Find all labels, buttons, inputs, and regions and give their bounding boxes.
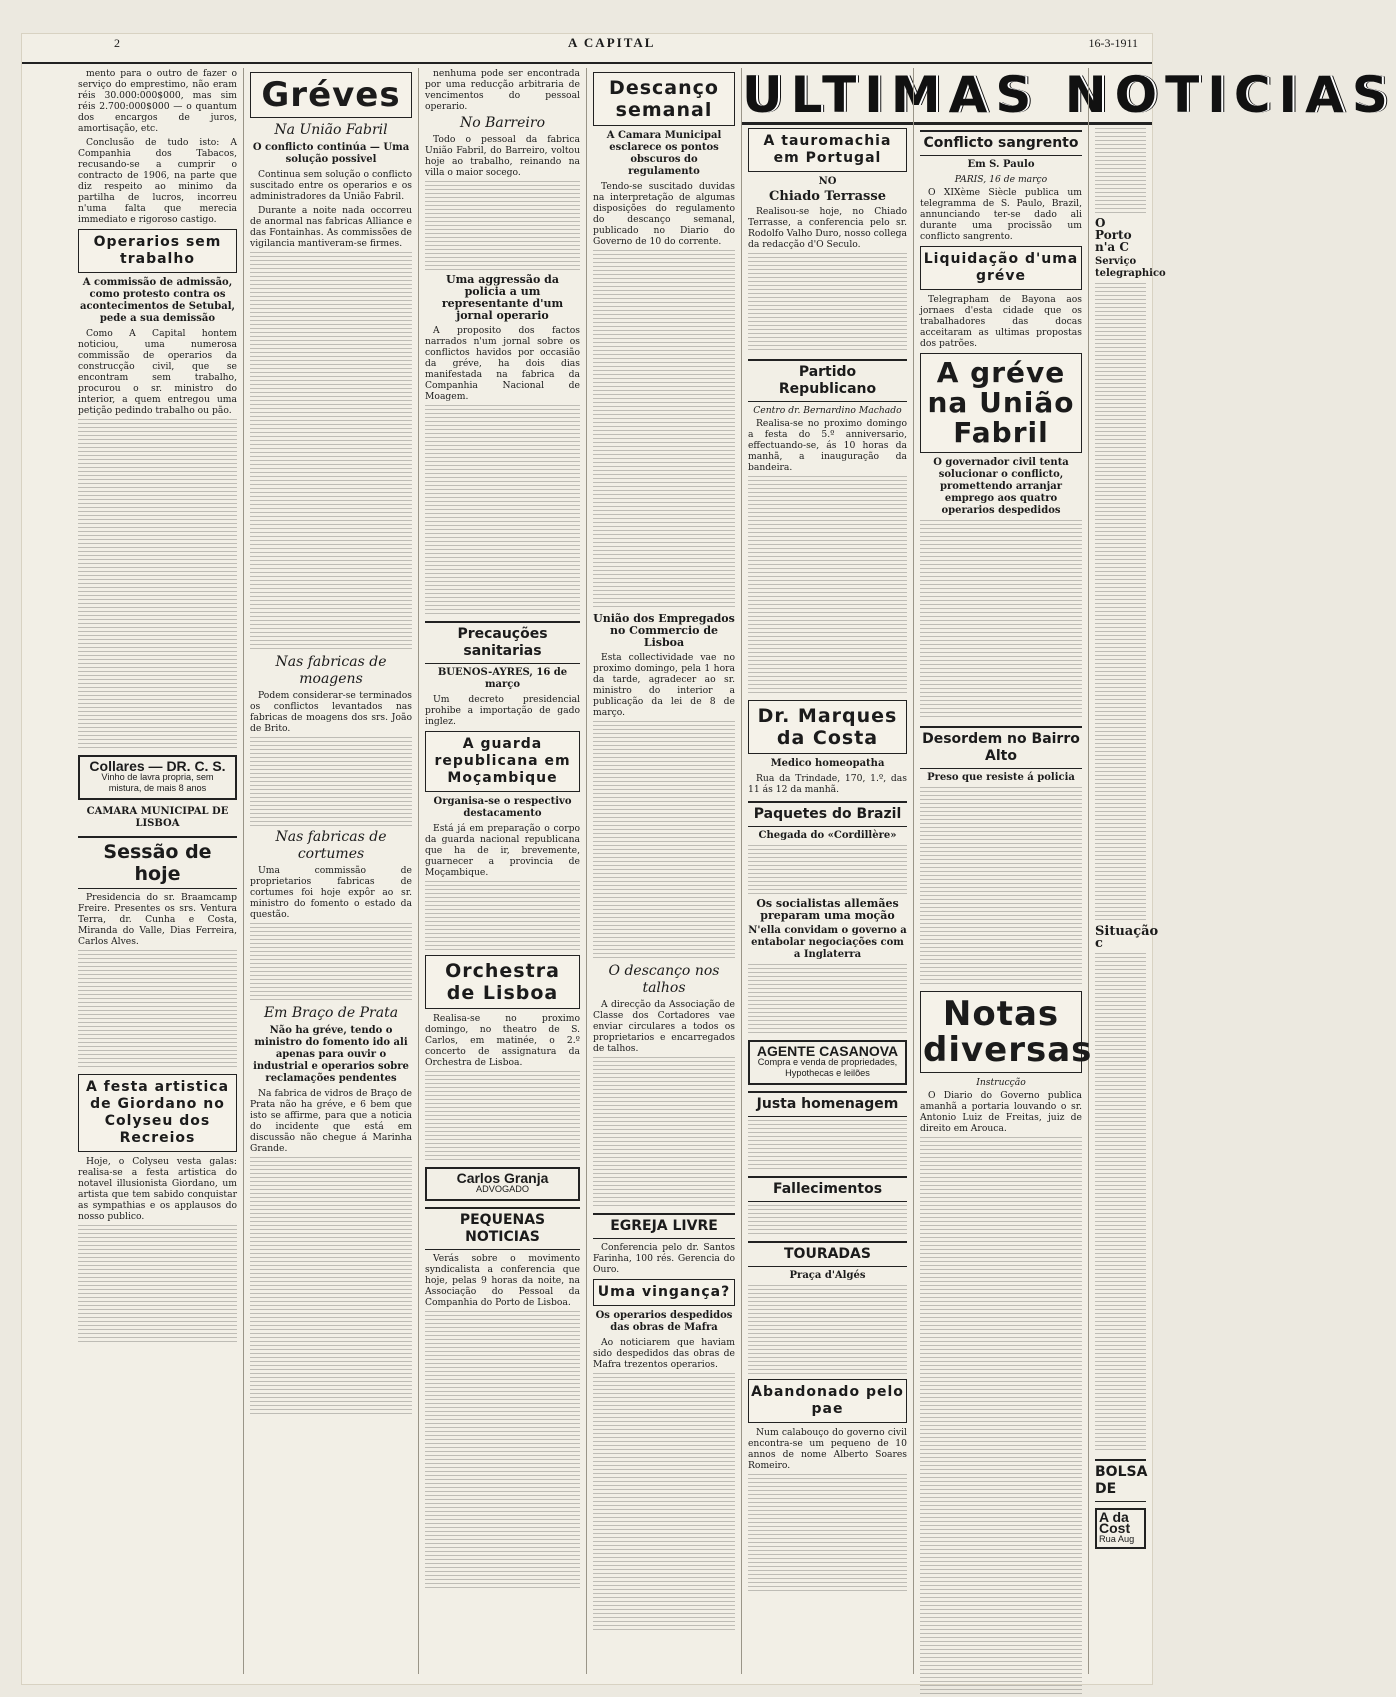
subheadline: Não ha gréve, tendo o ministro do fomento ido ali apenas para ouvir o industrial e operarios sobre reclamações pendentes	[253, 1025, 409, 1084]
text-block	[593, 250, 735, 610]
article-text: Ao noticiarem que haviam sido despedidos das obras de Mafra trezentos operarios.	[593, 1337, 735, 1370]
text-block	[748, 964, 907, 1034]
text-block	[748, 253, 907, 353]
headline-guarda: A guarda republicana em Moçambique	[425, 731, 580, 792]
headline-descanso: Descanço semanal	[593, 72, 735, 126]
text-block	[593, 1057, 735, 1207]
text-block	[748, 1474, 907, 1594]
subheadline: Organisa-se o respectivo destacamento	[433, 796, 572, 819]
column-4	[587, 68, 742, 1674]
headline-egreja: EGREJA LIVRE	[593, 1213, 735, 1239]
article-text: nenhuma pode ser encontrada por uma reducção arbitraria de vencimentos do pessoal operario.	[425, 68, 580, 112]
text-block	[593, 1373, 735, 1633]
text-block	[748, 1205, 907, 1235]
article-text: Continua sem solução o conflicto suscitado entre os operarios e os administradores da União Fabril.	[250, 169, 412, 202]
section-heading: Nas fabricas de moagens	[275, 654, 387, 687]
column-7	[1089, 68, 1166, 1674]
article-text: A direcção da Associação de Classe dos Cortadores vae enviar circulares a todos os proprietarios e encarregados de talhos.	[593, 999, 735, 1054]
subheadline: N'ella convidam o governo a entabolar negociações com a Inglaterra	[748, 925, 907, 960]
article-text: Telegrapham de Bayona aos jornaes d'esta cidade que os trabalhadores das docas acceitaram as ultimas propostas dos patrões.	[920, 294, 1082, 349]
subheadline: Os operarios despedidos das obras de Mafra	[595, 1310, 733, 1333]
article-text: Durante a noite nada occorreu de anormal nas fabricas Alliance e das Fontainhas. As commissões de vigilancia mantiveram-se firmes.	[250, 205, 412, 249]
text-block	[250, 737, 412, 827]
ad-title: A da Cost	[1099, 1509, 1131, 1536]
granja-ad	[425, 1167, 580, 1201]
subheadline: A Camara Municipal esclarece os pontos obscuros do regulamento	[606, 130, 722, 177]
headline-aggressao: Uma aggressão da policia a um representante d'um jornal operario	[441, 273, 564, 322]
ad-text: Compra e venda de propriedades, Hypothecas e leilões	[757, 1057, 898, 1078]
text-block	[1095, 283, 1146, 923]
article-text: O Diario do Governo publica amanhã a portaria louvando o sr. Antonio Luiz de Freitas, juiz de direito em Arouca.	[920, 1090, 1082, 1134]
headline-situacao: Situação c	[1095, 924, 1159, 951]
headline-marques: Dr. Marques da Costa	[748, 700, 907, 754]
headline-desordem: Desordem no Bairro Alto	[920, 726, 1082, 769]
subheadline: Chegada do «Cordillère»	[758, 830, 897, 841]
headline-partido: Partido Republicano	[748, 359, 907, 402]
text-block	[748, 845, 907, 895]
article-text: Podem considerar-se terminados os conflictos levantados nas fabricas de moagens dos srs. João de Brito.	[250, 690, 412, 734]
subheadline: Centro dr. Bernardino Machado	[753, 405, 902, 416]
headline-precaucoes: Precauções sanitarias	[425, 621, 580, 664]
headline-abandonado: Abandonado pelo pae	[748, 1379, 907, 1423]
headline-liquidacao: Liquidação d'uma gréve	[920, 246, 1082, 290]
headline-justa: Justa homenagem	[748, 1091, 907, 1117]
article-text: Esta collectividade vae no proximo domingo, pela 1 hora da tarde, agradecer ao sr. ministro do interior a publicação da lei de 8 de março.	[593, 652, 735, 718]
article-text: Está já em preparação o corpo da guarda nacional republicana que ha de ir, brevemente, guarnecer a provincia de Moçambique.	[425, 823, 580, 878]
text-block	[920, 787, 1082, 987]
section-label: CAMARA MUNICIPAL DE LISBOA	[86, 806, 229, 829]
headline-greves: Gréves	[250, 72, 412, 118]
collares-ad	[78, 755, 237, 800]
text-block	[748, 1120, 907, 1170]
article-text: Tendo-se suscitado duvidas na interpretação de algumas disposições do regulamento do descanço semanal, publicado no Diario do Governo de 10 do corrente.	[593, 181, 735, 247]
article-text: Presidencia do sr. Braamcamp Freire. Presentes os srs. Ventura Terra, dr. Cunha e Costa, Miranda do Valle, Dias Ferreira, Carlos Alves.	[78, 892, 237, 947]
subheadline: A commissão de admissão, como protesto contra os acontecimentos de Setubal, pede a sua demissão	[79, 277, 236, 324]
article-text: Como A Capital hontem noticiou, uma numerosa commissão de operarios da construcção civil, que se encontram sem trabalho, procurou o sr. ministro do interior, a quem entregou uma petição pedindo trabalho ou pão.	[78, 328, 237, 416]
subheadline: Praça d'Algés	[789, 1270, 866, 1281]
article-text: Rua da Trindade, 170, 1.º, das 11 ás 12 da manhã.	[748, 773, 907, 795]
article-text: Realisa-se no proximo domingo a festa do 5.º anniversario, effectuando-se, ás 10 horas da manhã, a inauguração da bandeira.	[748, 418, 907, 473]
text-block	[250, 923, 412, 1003]
ad-text: ADVOGADO	[475, 1184, 530, 1194]
paper-name: A CAPITAL	[568, 35, 656, 50]
text-block	[425, 405, 580, 615]
casanova-ad	[748, 1040, 907, 1085]
headline-uniao: A gréve na União Fabril	[920, 353, 1082, 453]
headline-porto: O Porto n'a C	[1095, 216, 1132, 254]
headline-chiado: Chiado Terrasse	[769, 189, 886, 204]
headline-socialistas: Os socialistas allemães preparam uma moção	[756, 897, 899, 922]
newspaper-page	[22, 34, 1396, 1684]
text-block	[920, 520, 1082, 720]
section-heading: Em Braço de Prata	[263, 1005, 399, 1021]
column-5	[742, 68, 914, 1674]
section-heading: No Barreiro	[459, 115, 546, 131]
section-heading: Instrucção	[976, 1077, 1026, 1088]
article-text: Uma commissão de proprietarios fabricas de cortumes foi hoje expôr ao sr. ministro do fomento o estado da questão.	[250, 865, 412, 920]
section-heading: O descanço nos talhos	[608, 963, 720, 996]
headline-festa: A festa artistica de Giordano no Colyseu dos Recreios	[78, 1074, 237, 1152]
ad-text: Vinho de lavra propria, sem mistura, de mais 8 anos	[101, 772, 214, 793]
article-text: Verás sobre o movimento syndicalista a conferencia que hoje, pelas 9 horas da noite, na Associação do Pessoal da Companhia do Porto de Lisboa.	[425, 1253, 580, 1308]
article-text: Um decreto presidencial prohibe a importação de gado inglez.	[425, 694, 580, 727]
text-block	[425, 181, 580, 271]
article-text: Realisa-se no proximo domingo, no theatro de S. Carlos, em matinée, o 2.º concerto de assignatura da Orchestra de Lisboa.	[425, 1013, 580, 1068]
masthead	[22, 34, 1152, 64]
article-text: Hoje, o Colyseu vesta galas: realisa-se a festa artistica do notavel illusionista Giordano, um artista que tem sabido conquistar as sympathias e os applausos do nosso publico.	[78, 1156, 237, 1222]
subheadline: Preso que resiste á policia	[927, 772, 1075, 783]
text-block	[250, 1157, 412, 1417]
column-3	[419, 68, 587, 1674]
headline-pequenas: PEQUENAS NOTICIAS	[425, 1207, 580, 1250]
text-block	[78, 419, 237, 749]
section-heading: Nas fabricas de cortumes	[275, 829, 387, 862]
issue-date: 16-3-1911	[1088, 36, 1138, 50]
headline-orchestra: Orchestra de Lisboa	[425, 955, 580, 1009]
text-block	[78, 950, 237, 1070]
subheadline: Em S. Paulo	[967, 159, 1035, 170]
ad-text: Rua Aug	[1099, 1534, 1135, 1544]
text-block	[1095, 953, 1146, 1453]
subheadline: Medico homeopatha	[770, 758, 885, 769]
text-block	[250, 252, 412, 652]
text-block	[78, 1225, 237, 1345]
article-text: O XIXème Siècle publica um telegramma de S. Paulo, Brazil, annunciando ter-se dado ali durante uma procissão um conflicto sangrento.	[920, 187, 1082, 242]
article-text: A proposito dos factos narrados n'um jornal sobre os conflictos havidos por occasião da gréve, ha dois dias manifestada na fabrica da Companhia Nacional de Moagem.	[425, 325, 580, 402]
headline-touradas: TOURADAS	[748, 1241, 907, 1267]
headline-empregados: União dos Empregados no Commercio de Lisboa	[593, 612, 735, 649]
ad-title: Carlos Granja	[456, 1170, 549, 1186]
article-text: mento para o outro de fazer o serviço do emprestimo, não eram réis 30.000:000$000, mas sim réis 2.700:000$000 — o quantum dos encargos de juros, amortisação, etc.	[78, 68, 237, 134]
headline-operarios: Operarios sem trabalho	[78, 229, 237, 273]
column-6	[914, 68, 1093, 1674]
banner-ultimas-noticias: ULTIMAS NOTICIAS	[742, 66, 1396, 124]
page-number: 2	[114, 36, 120, 50]
ad-title: Collares — DR. C. S.	[89, 758, 226, 774]
dateline: PARIS, 16 de março	[954, 174, 1048, 185]
text-block	[425, 881, 580, 951]
article-text: Todo o pessoal da fabrica União Fabril, do Barreiro, voltou hoje ao trabalho, reinando na villa o maior socego.	[425, 134, 580, 178]
column-2	[244, 68, 419, 1674]
ad-title: AGENTE CASANOVA	[756, 1043, 899, 1059]
article-text: Num calabouço do governo civil encontra-se um pequeno de 10 annos de nome Alberto Soares Romeiro.	[748, 1427, 907, 1471]
text-block	[425, 1311, 580, 1591]
text-block	[920, 1137, 1082, 1697]
text-block	[748, 476, 907, 696]
headline-bolsa: BOLSA DE	[1095, 1459, 1146, 1502]
headline-vinganca: Uma vingança?	[593, 1279, 735, 1306]
headline-tauromachia: A tauromachia em Portugal	[748, 128, 907, 172]
text-block	[1095, 124, 1146, 214]
article-text: Conclusão de tudo isto: A Companhia dos Tabacos, recusando-se a cumprir o contracto de 1906, na parte que diz respeito ao minimo da partilha de lucros, incorreu n'uma falta que merecia immediato e rigoroso castigo.	[78, 137, 237, 225]
text-block	[593, 721, 735, 961]
article-text: Na fabrica de vidros de Braço de Prata não ha gréve, e 6 bem que isto se affirme, para que a noticia do incidente que está em discussão não chegue á Marinha Grande.	[250, 1088, 412, 1154]
text-block	[748, 1285, 907, 1375]
dateline: BUENOS-AYRES, 16 de março	[437, 667, 568, 690]
headline-sessao: Sessão de hoje	[78, 836, 237, 889]
headline-paquetes: Paquetes do Brazil	[748, 801, 907, 827]
article-text: Conferencia pelo dr. Santos Farinha, 100 rés. Gerencia do Ouro.	[593, 1242, 735, 1275]
section-heading: Na União Fabril	[274, 122, 388, 138]
subheadline: NO	[818, 176, 837, 187]
subheadline: O conflicto continúa — Uma solução possivel	[252, 142, 410, 165]
headline-notas: Notas diversas	[920, 991, 1082, 1073]
column-1	[72, 68, 244, 1674]
headline-conflicto: Conflicto sangrento	[920, 130, 1082, 156]
subheadline: O governador civil tenta solucionar o conflicto, promettendo arranjar emprego aos quatro operarios despedidos	[933, 457, 1069, 516]
text-block	[425, 1071, 580, 1161]
costa-ad	[1095, 1508, 1146, 1549]
subheadline: Serviço telegraphico	[1095, 256, 1166, 279]
headline-fallecimentos: Fallecimentos	[748, 1176, 907, 1202]
article-text: Realisou-se hoje, no Chiado Terrasse, a conferencia pelo sr. Rodolfo Valho Duro, nosso collega da redacção d'O Seculo.	[748, 206, 907, 250]
